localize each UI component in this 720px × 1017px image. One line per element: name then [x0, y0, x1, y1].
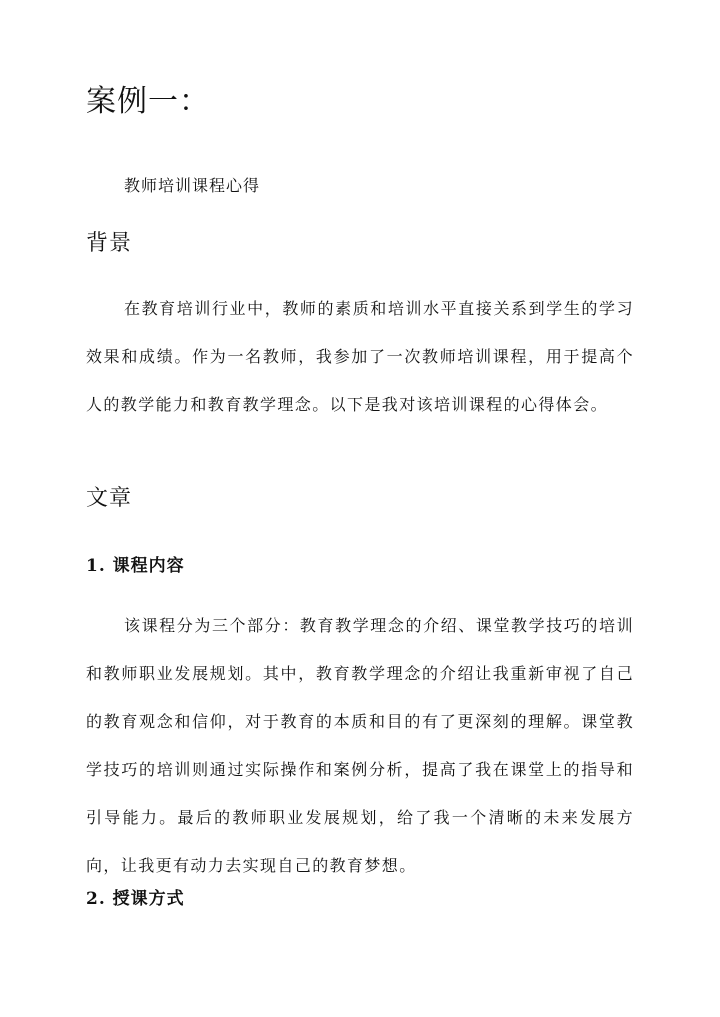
subsection-heading-teaching-method: 2. 授课方式: [86, 889, 185, 909]
section-heading-article: 文章: [86, 486, 133, 511]
course-content-paragraph: 该课程分为三个部分：教育教学理念的介绍、课堂教学技巧的培训和教师职业发展规划。其中，教育教学理念的介绍让我重新审视了自己的教育观念和信仰，对于教育的本质和目的有了更深刻的理解。课堂教学技巧的培训则通过实际操作和案例分析，提高了我在课堂上的指导和引导能力。最后的教师职业发展规划，给了我一个清晰的未来发展方向，让我更有动力去实现自己的教育梦想。: [86, 616, 634, 875]
document-subtitle: 教师培训课程心得: [124, 176, 261, 195]
subsection-heading-course-content: 1. 课程内容: [86, 556, 185, 576]
section-heading-background: 背景: [86, 231, 133, 256]
document-title: 案例一：: [86, 84, 210, 119]
background-paragraph: 在教育培训行业中，教师的素质和培训水平直接关系到学生的学习效果和成绩。作为一名教师，我参加了一次教师培训课程，用于提高个人的教学能力和教育教学理念。以下是我对该培训课程的心得体会。: [86, 299, 634, 414]
